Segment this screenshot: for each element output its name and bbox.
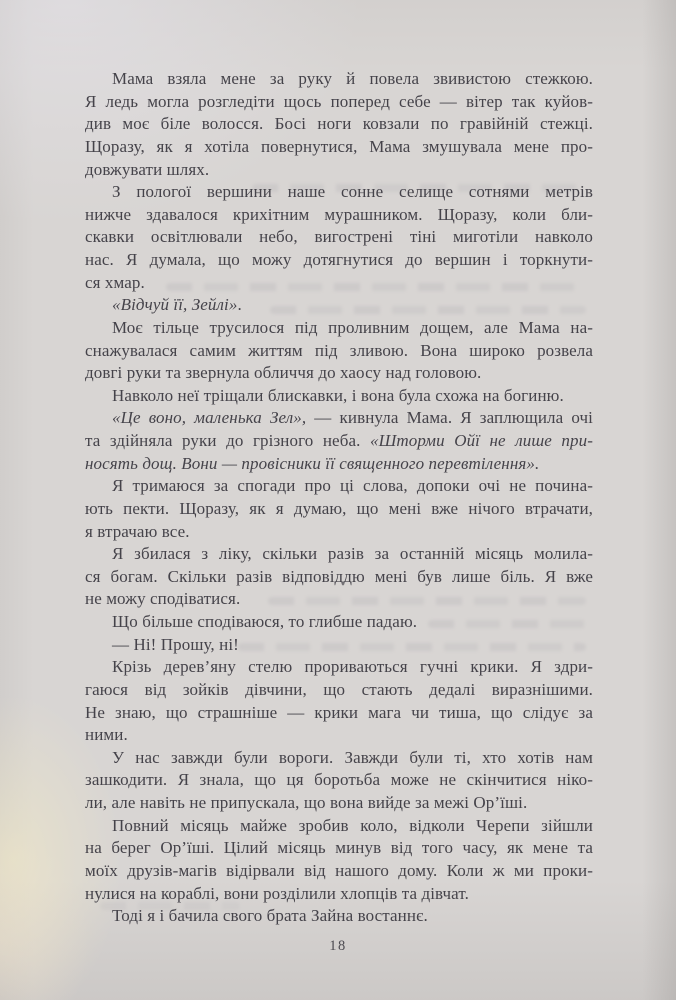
text-segment: снажувалася самим життям під зливою. Вона широко розвела [85, 340, 593, 360]
paragraph [85, 385, 593, 408]
paragraph [85, 611, 593, 634]
text-segment: див моє біле волосся. Босі ноги ковзали по гравійній стежці. [85, 114, 593, 134]
text-segment: ся богам. Скільки разів відповіддю мені був лише біль. Я вже [85, 566, 593, 586]
text-segment: скавки освітлювали небо, вигострені тіні миготіли навколо [85, 227, 593, 247]
text-line [85, 498, 593, 521]
text-segment: ли, але навіть не припускала, що вона вийде за межі Ор’їші. [85, 793, 528, 812]
paragraph [85, 634, 593, 657]
text-line [85, 837, 593, 860]
text-segment: ють пекти. Щоразу, як я думаю, що мені вже нічого втрачати, [85, 498, 593, 518]
page-number: 18 [329, 938, 347, 954]
text-segment: ними. [85, 725, 128, 745]
text-segment: я втрачаю все. [85, 521, 190, 541]
text-line [85, 136, 593, 159]
text-line [85, 159, 593, 182]
text-line [85, 475, 593, 498]
text-segment: нас. Я думала, що можу дотягнутися до вершин і торкнути- [85, 250, 593, 269]
text-line [85, 113, 593, 136]
text-line [85, 724, 593, 747]
text-line [85, 543, 593, 566]
text-segment: З пологої вершини наше сонне селище сотнями метрів [112, 182, 593, 202]
paragraph [85, 656, 593, 747]
paragraph [85, 294, 593, 317]
text-line [85, 385, 593, 408]
text-line [85, 407, 593, 430]
text-segment: довжувати шлях. [85, 159, 210, 179]
paragraph [85, 68, 593, 181]
text-line [85, 883, 593, 906]
text-segment: Навколо неї тріщали блискавки, і вона була схожа на богиню. [112, 385, 564, 405]
text-line [85, 181, 593, 204]
text-line [85, 317, 593, 340]
text-segment: нулися на кораблі, вони розділили хлопців та дівчат. [85, 883, 469, 903]
text-line [85, 905, 593, 928]
text-segment: Щоразу, як я хотіла повернутися, Мама змушувала мене про- [85, 136, 593, 156]
text-line [85, 294, 593, 317]
text-segment: — кивнула Мама. Я заплющила очі [306, 408, 593, 428]
text-line [85, 566, 593, 589]
text-segment: довгі руки та звернула обличчя до хаосу над головою. [85, 363, 482, 383]
text-segment: та здійняла руки до грізного неба. [85, 431, 370, 450]
text-line [85, 91, 593, 114]
text-line [85, 634, 593, 657]
text-line [85, 362, 593, 385]
text-segment: Моє тільце трусилося під проливним дощем, але Мама на- [112, 317, 593, 337]
text-segment: Тоді я і бачила свого брата Зайна востаннє. [112, 906, 428, 926]
paragraph [85, 543, 593, 611]
paragraph [85, 475, 593, 543]
text-line [85, 204, 593, 227]
text-line [85, 702, 593, 725]
text-segment: Крізь дерев’яну стелю прориваються гучні крики. Я здри- [112, 657, 593, 677]
text-line [85, 769, 593, 792]
italic-text-segment: «Це воно, маленька Зел», [112, 408, 307, 428]
paragraph [85, 317, 593, 385]
text-line [85, 747, 593, 770]
paragraph [85, 905, 593, 928]
text-line [85, 68, 593, 91]
text-line [85, 272, 593, 295]
text-block [85, 68, 593, 928]
text-segment: на берег Ор’їші. Цілий місяць минув від того часу, як мене та [85, 838, 593, 858]
text-segment: гаюся від зойків дівчини, що стають дедалі виразнішими. [85, 679, 593, 699]
text-segment: Я ледь могла розгледіти щось поперед себе — вітер так куйов- [85, 91, 593, 111]
text-line [85, 430, 593, 453]
text-line [85, 249, 593, 272]
text-segment: Не знаю, що страшніше — крики мага чи тиша, що слідує за [85, 702, 593, 722]
text-line [85, 226, 593, 249]
italic-text-segment: носять дощ. Вони — провісники її священного перевтілення». [85, 453, 540, 473]
text-line [85, 611, 593, 634]
text-line [85, 521, 593, 544]
text-segment: зашкодити. Я знала, що ця боротьба може не скінчитися ніко- [85, 770, 593, 790]
text-segment: У нас завжди були вороги. Завжди були ті, хто хотів нам [112, 747, 593, 767]
text-line [85, 679, 593, 702]
text-segment: Мама взяла мене за руку й повела звивистою стежкою. [112, 69, 593, 88]
paragraph [85, 181, 593, 294]
text-segment: . [237, 295, 242, 315]
text-segment: Повний місяць майже зробив коло, відколи Черепи зійшли [112, 815, 593, 835]
text-segment: Я збилася з ліку, скільки разів за останній місяць молила- [112, 544, 593, 564]
text-segment: нижче здавалося крихітним мурашником. Щоразу, коли бли- [85, 204, 593, 224]
text-segment: Я тримаюся за спогади про ці слова, допоки очі не почина- [112, 476, 593, 496]
paragraph [85, 747, 593, 815]
italic-text-segment: «Відчуй її, Зейлі» [112, 295, 238, 315]
paragraph [85, 815, 593, 906]
text-line [85, 340, 593, 363]
italic-text-segment: «Шторми Ойї не лише при- [369, 431, 593, 450]
text-line [85, 815, 593, 838]
text-line [85, 860, 593, 883]
text-segment: — Ні! Прошу, ні! [112, 634, 239, 654]
text-line [85, 588, 593, 611]
text-line [85, 453, 593, 476]
text-segment: не можу сподіватися. [85, 589, 241, 609]
text-segment: моїх друзів-магів відірвали від нашого дому. Коли ж ми проки- [85, 860, 593, 880]
text-segment: ся хмар. [85, 272, 145, 292]
text-segment: Що більше сподіваюся, то глибше падаю. [112, 612, 418, 631]
text-line [85, 656, 593, 679]
paragraph [85, 407, 593, 475]
text-line [85, 792, 593, 815]
